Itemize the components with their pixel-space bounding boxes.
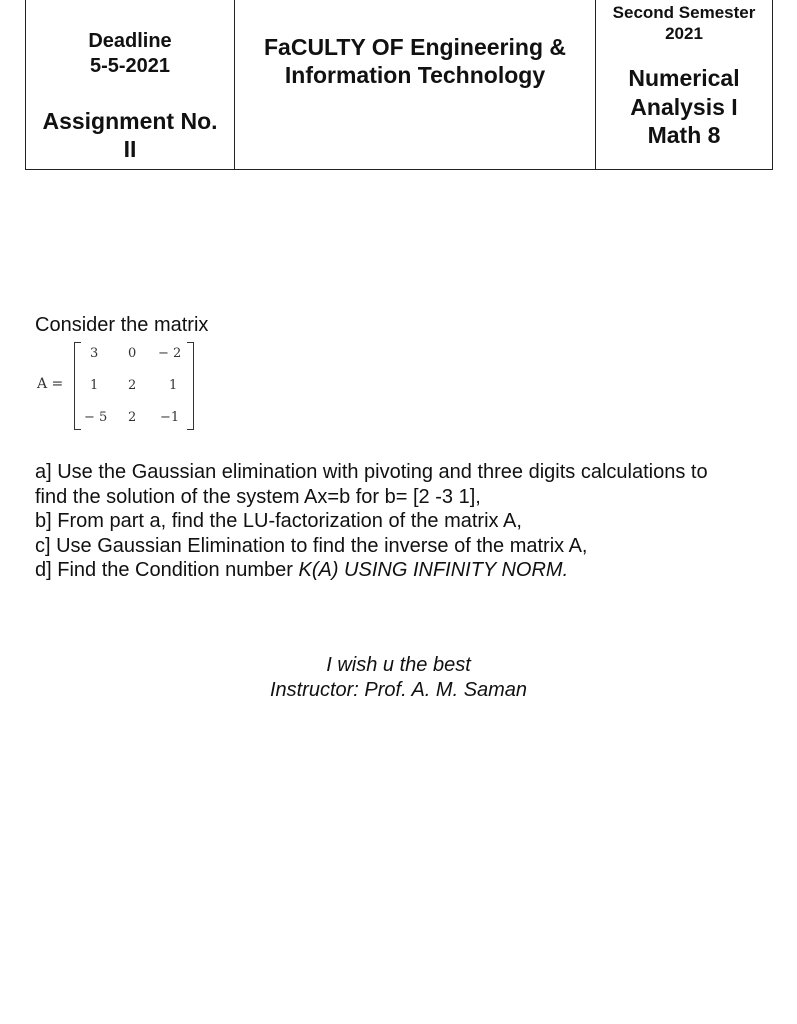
matrix-cell: 0 <box>128 346 137 361</box>
closing-wish: I wish u the best <box>326 654 471 676</box>
faculty-name-line2: Information Technology <box>284 62 546 88</box>
deadline-date: 5-5-2021 <box>89 55 171 77</box>
header-table <box>25 0 773 170</box>
semester-label: Second Semester <box>612 3 756 22</box>
question-d <box>35 558 775 583</box>
header-middle-cell <box>235 0 596 169</box>
intro-text: Consider the matrix <box>35 314 209 336</box>
course-code: Math 8 <box>647 122 721 148</box>
matrix-cell: − 2 <box>158 346 182 361</box>
matrix-cell: 1 <box>90 378 99 393</box>
instructor-name: Instructor: Prof. A. M. Saman <box>269 679 528 701</box>
faculty-name-line1: FaCULTY OF Engineering & <box>264 34 566 60</box>
assignment-number-label: Assignment No. <box>42 108 218 134</box>
question-c: c] Use Gaussian Elimination to find the inverse of the matrix A, <box>35 534 588 557</box>
matrix-cell: 3 <box>90 346 99 361</box>
matrix-cell: 2 <box>128 410 137 425</box>
question-a-line2: find the solution of the system Ax=b for b= [2 -3 1], <box>35 485 481 508</box>
question-a-line1: a] Use the Gaussian elimination with pivoting and three digits calculations to <box>35 461 708 483</box>
matrix-cell: 1 <box>169 378 178 393</box>
course-name-line1: Numerical <box>628 65 740 91</box>
assignment-number-value: II <box>123 136 137 162</box>
question-d-prefix: d] Find the Condition number <box>35 559 299 581</box>
deadline-label: Deadline <box>88 30 172 52</box>
matrix-cell: − 5 <box>84 410 108 425</box>
matrix-right-bracket <box>187 342 194 430</box>
course-name-line2: Analysis I <box>630 94 738 120</box>
matrix-cell: 2 <box>128 378 137 393</box>
question-d-italic: K(A) USING INFINITY NORM. <box>298 559 569 581</box>
header-left-cell <box>26 0 235 169</box>
question-b: b] From part a, find the LU-factorization of the matrix A, <box>35 510 522 532</box>
matrix-left-bracket <box>74 342 81 430</box>
matrix-name: A = <box>37 376 64 392</box>
question-list <box>35 460 775 583</box>
matrix-a <box>74 342 194 430</box>
header-right-cell <box>596 0 772 169</box>
semester-year: 2021 <box>665 24 703 43</box>
matrix-cell: −1 <box>160 410 180 425</box>
